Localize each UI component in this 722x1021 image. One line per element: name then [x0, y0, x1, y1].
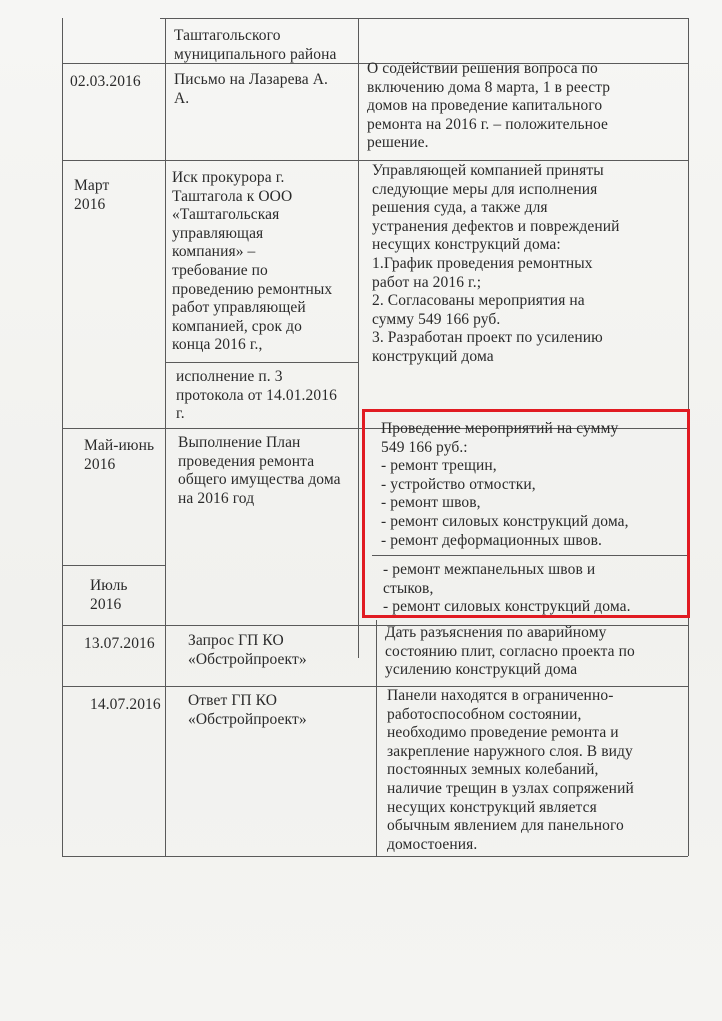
table-border-left — [62, 18, 63, 856]
cell-subject-3: Выполнение План проведения ремонта общего имущества дома на 2016 год — [178, 434, 341, 507]
table-divider-subject — [358, 18, 359, 658]
cell-date-3: Май-июнь 2016 — [84, 437, 155, 473]
table-border-top — [160, 18, 688, 19]
cell-subject-4: Запрос ГП КО «Обстройпроект» — [188, 632, 307, 668]
cell-result-3: Проведение мероприятий на сумму 549 166 руб.: - ремонт трещин, - устройство отмостки, - ремонт швов, - ремонт силовых конструкций дома, - ремонт деформационных швов. — [381, 420, 629, 549]
cell-subject-0: Таштагольского муниципального района — [174, 27, 337, 63]
row-line-subject-split — [165, 362, 358, 363]
cell-subject-1: Письмо на Лазарева А. А. — [174, 71, 328, 107]
cell-result-1: О содействии решения вопроса по включению дома 8 марта, 1 в реестр домов на проведение капитального ремонта на 2016 г. – положительное решение. — [367, 60, 611, 152]
cell-subject-2b: исполнение п. 3 протокола от 14.01.2016 г. — [176, 368, 337, 423]
cell-date-4: 13.07.2016 — [84, 635, 155, 652]
cell-date-1: 02.03.2016 — [70, 73, 141, 90]
row-line-date-split — [62, 565, 165, 566]
table-divider-date — [165, 18, 166, 856]
table-divider-subject-lower — [376, 620, 377, 856]
cell-date-3b: Июль 2016 — [90, 577, 128, 613]
highlight-box — [362, 409, 690, 618]
cell-date-5: 14.07.2016 — [90, 696, 161, 713]
cell-result-5: Панели находятся в ограниченно- работоспособном состоянии, необходимо проведение ремонта и закрепление наружного слоя. В виду постоянных земных колебаний, наличие трещин в узлах сопряжений несущих конструкций является обычным явлением для панельного домостоения. — [387, 687, 634, 853]
cell-result-3b: - ремонт межпанельных швов и стыков, - ремонт силовых конструкций дома. — [383, 561, 631, 616]
table-border-bottom — [62, 856, 688, 857]
cell-result-2: Управляющей компанией приняты следующие меры для исполнения решения суда, а также для устранения дефектов и повреждений несущих конструкций дома: 1.График проведения ремонтных работ на 2016 г.; 2. Согласованы мероприятия на сумму 549 166 руб. 3. Разработан проект по усилению конструкций дома — [372, 162, 620, 365]
cell-result-4: Дать разъяснения по аварийному состоянию плит, согласно проекта по усилению конструкций дома — [385, 624, 635, 679]
cell-subject-2: Иск прокурора г. Таштагола к ООО «Таштагольская управляющая компания» – требование по проведению ремонтных работ управляющей компанией, срок до конца 2016 г., — [172, 169, 333, 354]
row-line-2 — [62, 160, 688, 161]
cell-date-2: Март 2016 — [74, 177, 110, 213]
cell-subject-5: Ответ ГП КО «Обстройпроект» — [188, 692, 307, 728]
